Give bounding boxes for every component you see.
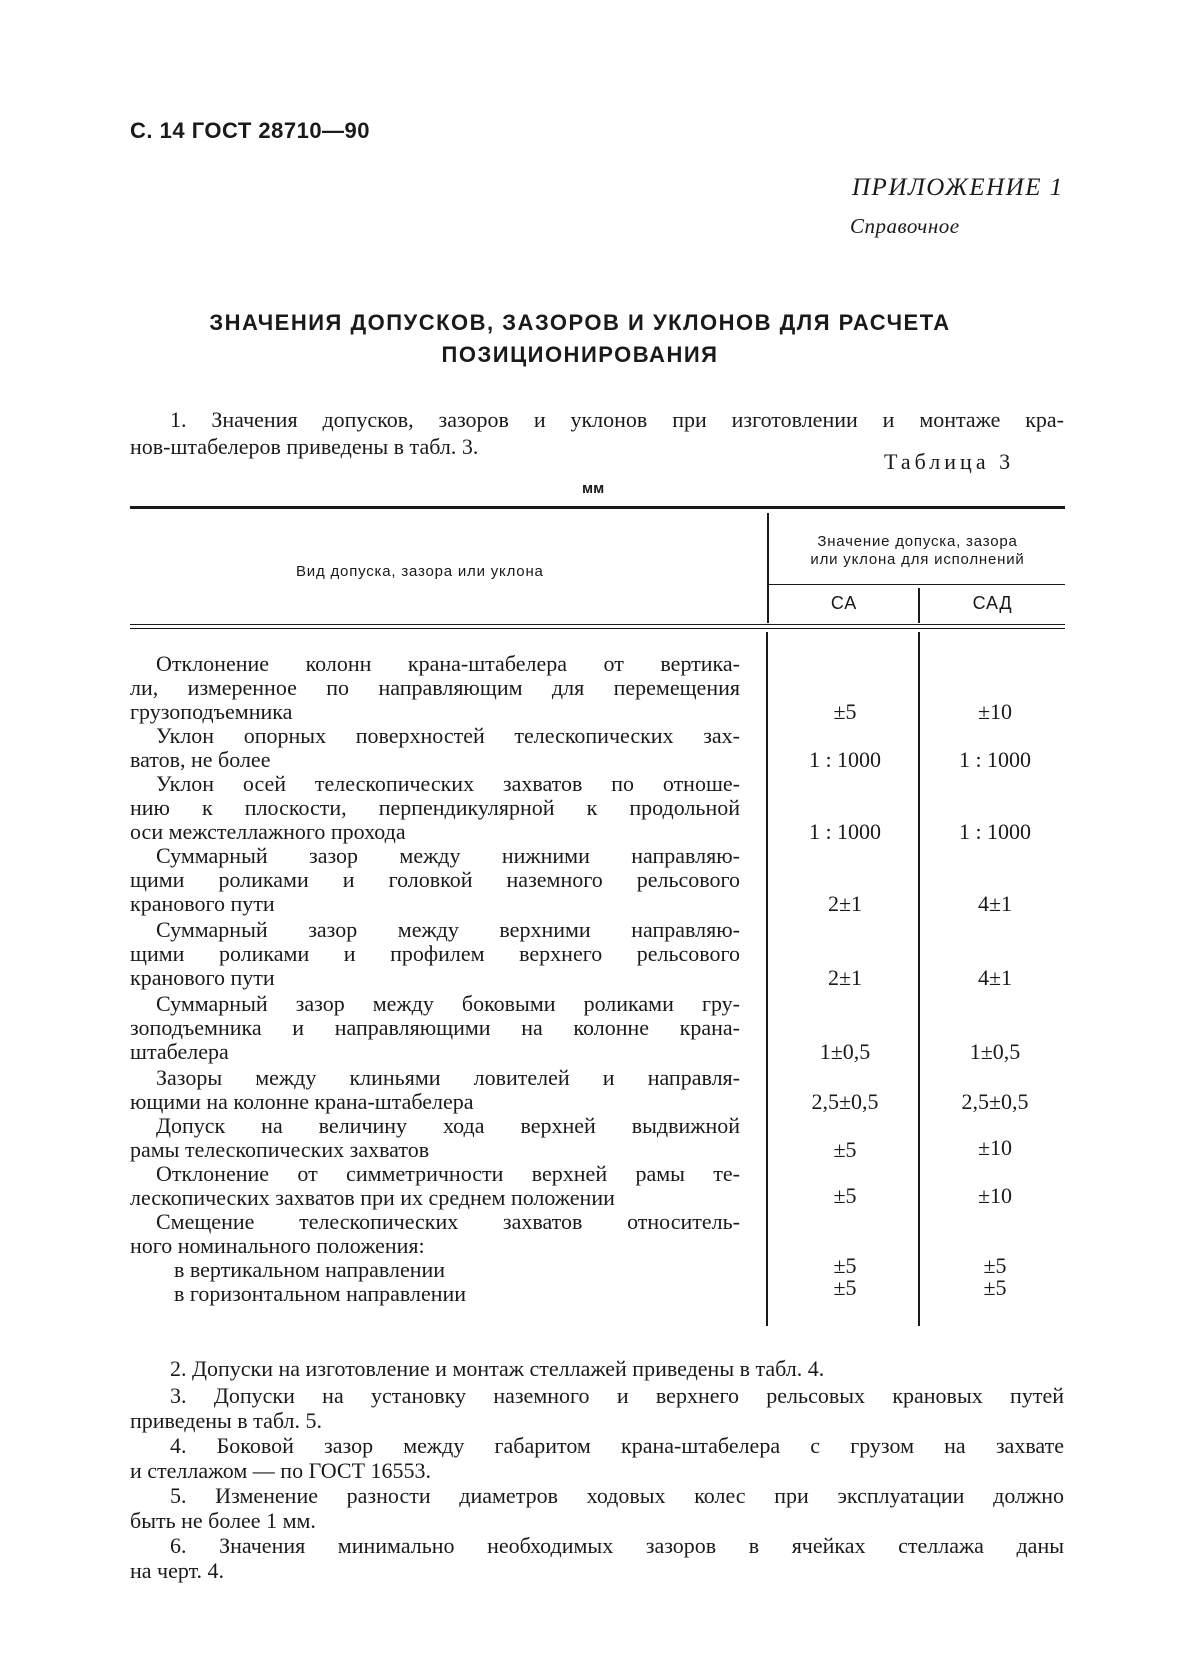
table-column-divider-2 [918, 632, 920, 1326]
table-subheader-rule [768, 584, 1065, 585]
table-row [130, 844, 740, 916]
value-cad: 4±1 [977, 965, 1013, 990]
header-value-line1: Значение допуска, зазора [817, 533, 1018, 550]
row-text: нию к плоскости, перпендикулярной к продольной [130, 795, 740, 820]
row-text: кранового пути [130, 965, 275, 990]
note-4-line2: и стеллажом — по ГОСТ 16553. [130, 1458, 432, 1483]
row-text: щими роликами и профилем верхнего рельсового [130, 941, 740, 966]
value-cad: 1 : 1000 [958, 747, 1032, 772]
row-text: ного номинального положения: [130, 1233, 425, 1258]
value-ca: 1 : 1000 [808, 819, 882, 844]
value-cad: 2,5±0,5 [961, 1089, 1029, 1114]
row-text: щими роликами и головкой наземного рельсового [130, 867, 740, 892]
table-row [130, 1258, 740, 1282]
table-header-divider [767, 513, 769, 623]
row-text: ли, измеренное по направляющим для перемещения [130, 675, 740, 700]
appendix-title: ПРИЛОЖЕНИЕ 1 [852, 174, 1064, 201]
row-text: Суммарный зазор между верхними направляю- [156, 917, 740, 942]
row-text: лескопических захватов при их среднем положении [130, 1185, 615, 1210]
table-row [130, 1066, 740, 1114]
table-row [130, 652, 740, 724]
row-text: штабелера [130, 1039, 229, 1064]
row-text: оси межстеллажного прохода [130, 819, 406, 844]
note-3-line2: приведены в табл. 5. [130, 1408, 322, 1433]
table-row [130, 1210, 740, 1258]
value-ca: ±5 [833, 1253, 857, 1278]
document-title-line2: ПОЗИЦИОНИРОВАНИЯ [441, 342, 719, 367]
value-ca: ±5 [833, 1275, 857, 1300]
value-cad: ±10 [977, 699, 1013, 724]
table-header-rule-1 [130, 624, 1065, 625]
page-header: С. 14 ГОСТ 28710—90 [130, 118, 371, 143]
value-ca: 2±1 [827, 891, 863, 916]
note-6-line1: 6. Значения минимально необходимых зазоров в ячейках стеллажа даны [170, 1533, 1064, 1558]
table-row [130, 724, 740, 772]
value-ca: 1 : 1000 [808, 747, 882, 772]
note-4-line1: 4. Боковой зазор между габаритом крана-штабелера с грузом на захвате [170, 1433, 1064, 1458]
row-text: в горизонтальном направлении [174, 1281, 467, 1306]
value-ca: ±5 [833, 1137, 857, 1162]
row-text: грузоподъемника [130, 699, 293, 724]
value-ca: 1±0,5 [819, 1039, 871, 1064]
note-2: 2. Допуски на изготовление и монтаж стеллажей приведены в табл. 4. [170, 1356, 825, 1381]
row-text: Отклонение колонн крана-штабелера от вертика- [156, 651, 740, 676]
value-ca: ±5 [833, 1183, 857, 1208]
table-header-rule-2 [130, 628, 1065, 629]
note-5-line1: 5. Изменение разности диаметров ходовых колес при эксплуатации должно [170, 1483, 1064, 1508]
note-6-line2: на черт. 4. [130, 1558, 225, 1583]
row-text: Смещение телескопических захватов относитель- [156, 1209, 740, 1234]
table-row [130, 1114, 740, 1162]
row-text: Уклон осей телескопических захватов по отноше- [156, 771, 740, 796]
value-cad: ±5 [983, 1253, 1007, 1278]
row-text: ватов, не более [130, 747, 271, 772]
value-cad: 1±0,5 [969, 1039, 1021, 1064]
table-units: мм [582, 480, 605, 497]
row-text: зоподъемника и направляющими на колонне крана- [130, 1015, 740, 1040]
header-cad: САД [972, 593, 1013, 613]
value-cad: ±10 [977, 1135, 1013, 1160]
row-text: в вертикальном направлении [174, 1257, 446, 1282]
intro-line2: нов-штабелеров приведены в табл. 3. [130, 434, 479, 459]
row-text: кранового пути [130, 891, 275, 916]
header-kind: Вид допуска, зазора или уклона [296, 563, 544, 580]
value-cad: ±10 [977, 1183, 1013, 1208]
table-row [130, 1282, 740, 1306]
document-title-line1: ЗНАЧЕНИЯ ДОПУСКОВ, ЗАЗОРОВ И УКЛОНОВ ДЛЯ РАСЧЕТА [209, 310, 951, 335]
table-row [130, 772, 740, 844]
value-ca: 2,5±0,5 [811, 1089, 879, 1114]
header-value-line2: или уклона для исполнений [810, 551, 1025, 568]
note-3-line1: 3. Допуски на установку наземного и верхнего рельсовых крановых путей [170, 1383, 1064, 1408]
row-text: Отклонение от симметричности верхней рамы те- [156, 1161, 740, 1186]
row-text: ющими на колонне крана-штабелера [130, 1089, 474, 1114]
appendix-subtitle: Справочное [850, 214, 960, 238]
table-row [130, 1162, 740, 1210]
table-column-divider-1 [766, 632, 768, 1326]
intro-line1: 1. Значения допусков, зазоров и уклонов при изготовлении и монтаже кра- [170, 407, 1064, 432]
table-top-rule [130, 506, 1065, 509]
table-caption: Таблица 3 [884, 449, 1015, 474]
value-cad: ±5 [983, 1275, 1007, 1300]
row-text: Уклон опорных поверхностей телескопических зах- [156, 723, 740, 748]
note-5-line2: быть не более 1 мм. [130, 1508, 316, 1533]
table-row [130, 918, 740, 990]
value-ca: 2±1 [827, 965, 863, 990]
row-text: Зазоры между клиньями ловителей и направля- [156, 1065, 740, 1090]
row-text: рамы телескопических захватов [130, 1137, 430, 1162]
table-row [130, 992, 740, 1064]
header-ca: СА [830, 593, 858, 613]
row-text: Допуск на величину хода верхней выдвижной [156, 1113, 740, 1138]
row-text: Суммарный зазор между нижними направляю- [156, 843, 740, 868]
value-cad: 4±1 [977, 891, 1013, 916]
value-ca: ±5 [833, 699, 857, 724]
value-cad: 1 : 1000 [958, 819, 1032, 844]
row-text: Суммарный зазор между боковыми роликами гру- [156, 991, 740, 1016]
